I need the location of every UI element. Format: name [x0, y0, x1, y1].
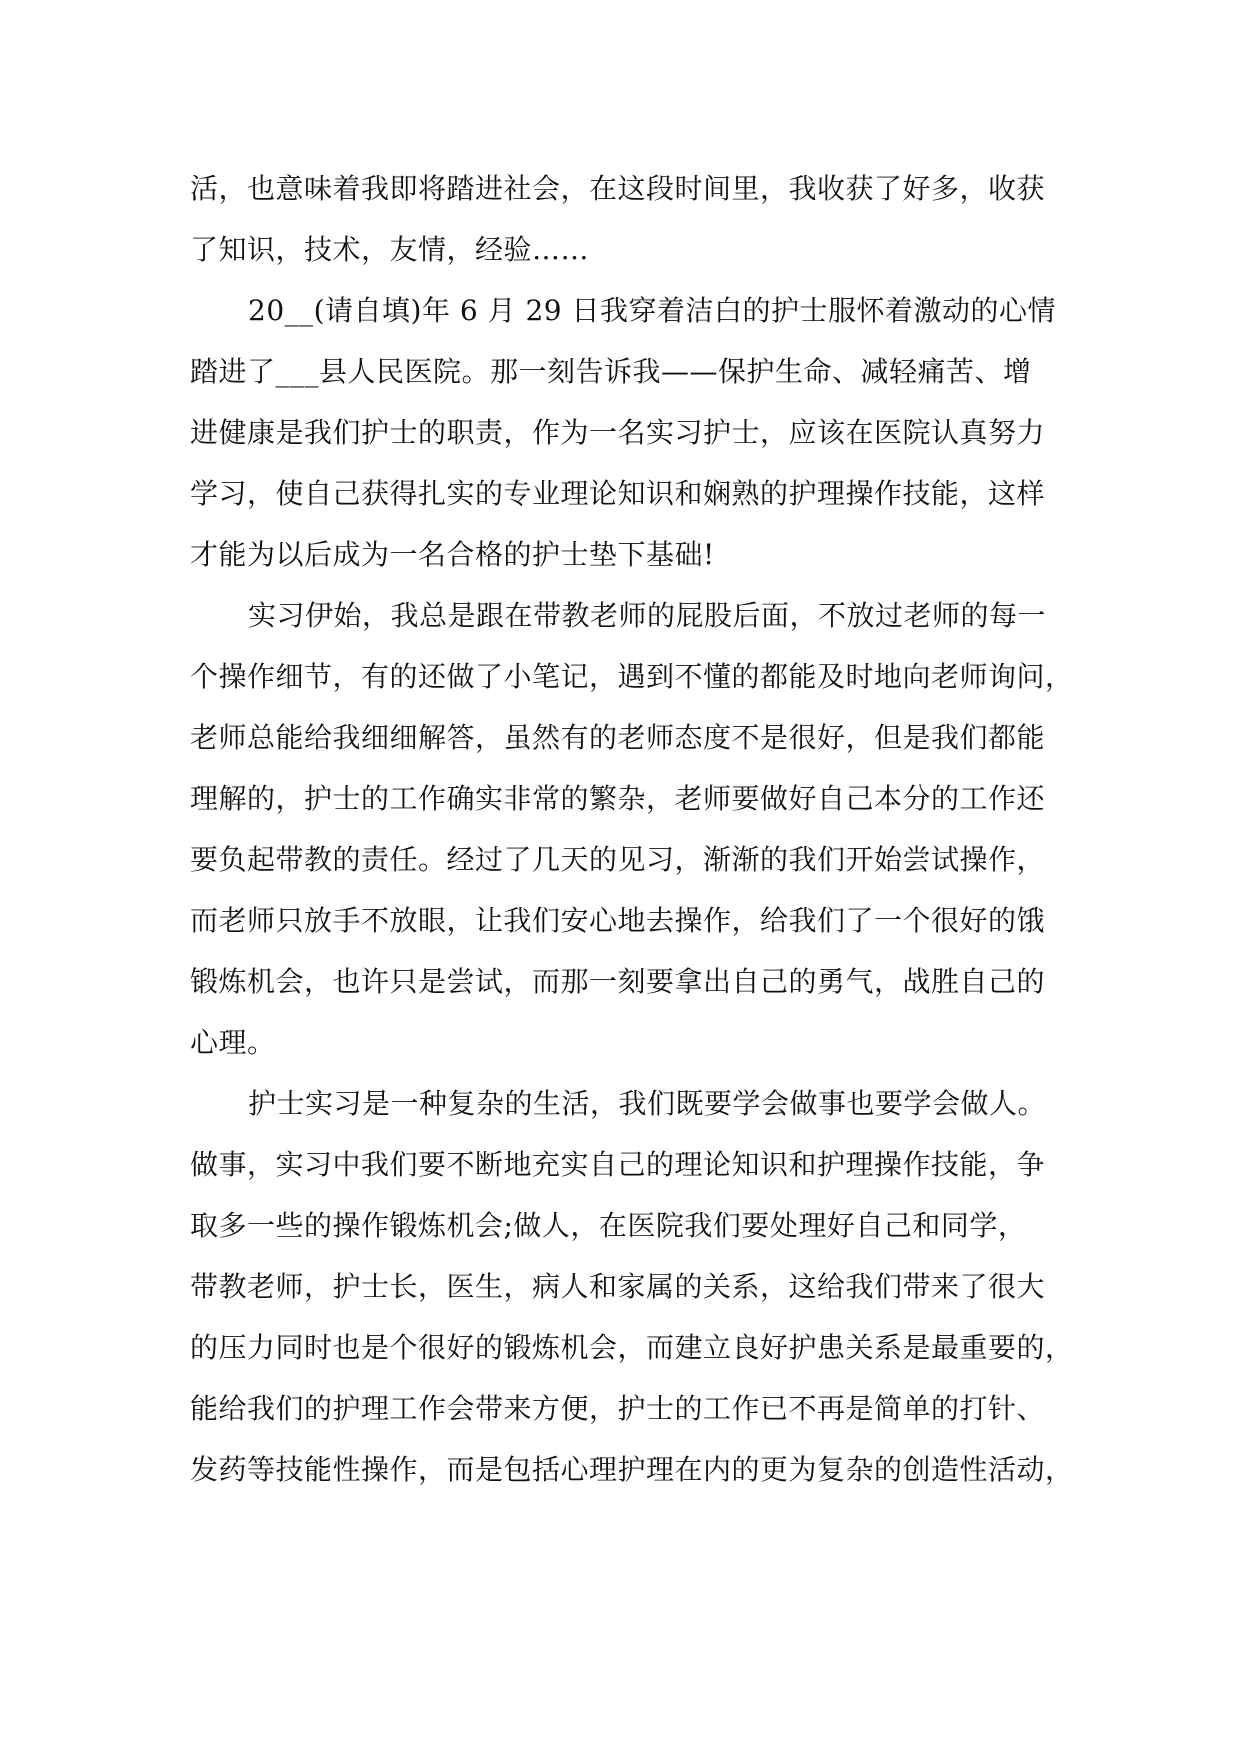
text-line: 理解的，护士的工作确实非常的繁杂，老师要做好自己本分的工作还 [190, 782, 1046, 815]
text-line: 能给我们的护理工作会带来方便，护士的工作已不再是简单的打针、 [190, 1392, 1046, 1425]
text-line: 取多一些的操作锻炼机会;做人，在医院我们要处理好自己和同学， [190, 1209, 1027, 1242]
text-line: 个操作细节，有的还做了小笔记，遇到不懂的都能及时地向老师询问， [190, 660, 1074, 693]
text-line: 20__(请自填)年 6 月 29 日我穿着洁白的护士服怀着激动的心情 [248, 294, 1057, 327]
text-line: 学习，使自己获得扎实的专业理论知识和娴熟的护理操作技能，这样 [190, 477, 1046, 510]
text-line: 带教老师，护士长，医生，病人和家属的关系，这给我们带来了很大 [190, 1270, 1046, 1303]
text-line: 而老师只放手不放眼，让我们安心地去操作，给我们了一个很好的饿 [190, 904, 1046, 937]
text-line: 发药等技能性操作，而是包括心理护理在内的更为复杂的创造性活动， [190, 1453, 1074, 1486]
text-line: 实习伊始，我总是跟在带教老师的屁股后面，不放过老师的每一 [248, 599, 1047, 632]
text-line: 做事，实习中我们要不断地充实自己的理论知识和护理操作技能，争 [190, 1148, 1046, 1181]
text-line: 锻炼机会，也许只是尝试，而那一刻要拿出自己的勇气，战胜自己的 [190, 965, 1046, 998]
text-line: 老师总能给我细细解答，虽然有的老师态度不是很好，但是我们都能 [190, 721, 1046, 754]
text-line: 心理。 [190, 1026, 276, 1059]
body-text [190, 158, 1074, 1500]
text-line: 的压力同时也是个很好的锻炼机会，而建立良好护患关系是最重要的， [190, 1331, 1074, 1364]
text-line: 才能为以后成为一名合格的护士垫下基础! [190, 538, 715, 571]
text-line: 要负起带教的责任。经过了几天的见习，渐渐的我们开始尝试操作， [190, 843, 1046, 876]
text-line: 护士实习是一种复杂的生活，我们既要学会做事也要学会做人。 [248, 1087, 1047, 1120]
text-line: 了知识，技术，友情，经验…… [190, 233, 590, 266]
text-line: 活，也意味着我即将踏进社会，在这段时间里，我收获了好多，收获 [190, 172, 1046, 205]
text-line: 进健康是我们护士的职责，作为一名实习护士，应该在医院认真努力 [190, 416, 1046, 449]
text-line: 踏进了___县人民医院。那一刻告诉我——保护生命、减轻痛苦、增 [190, 355, 1032, 388]
